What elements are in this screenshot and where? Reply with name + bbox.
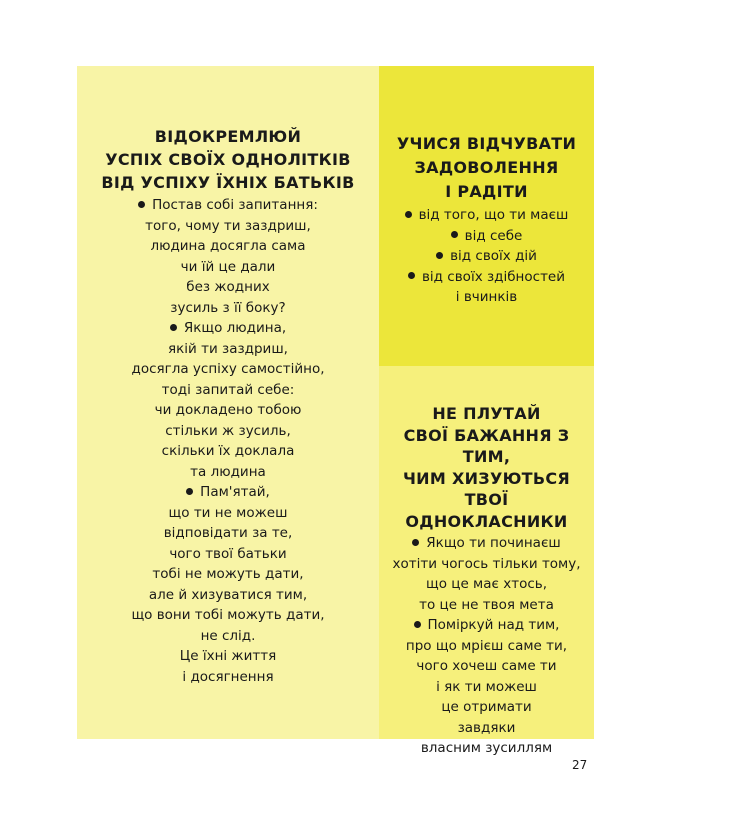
body-line-text: відповідати за те, xyxy=(163,525,293,541)
body-line-text: і досягнення xyxy=(182,668,274,685)
bullet-icon xyxy=(414,621,421,628)
left-panel xyxy=(77,66,379,739)
body-line xyxy=(77,359,379,380)
body-line-text: Це їхні життя xyxy=(179,648,277,664)
body-line xyxy=(77,564,379,585)
body-line xyxy=(77,380,379,401)
body-line-text: власним зусиллям xyxy=(420,740,553,756)
body-line xyxy=(77,298,379,319)
body-line-text: досягла успіху самостійно, xyxy=(131,361,325,377)
body-line-text: від того, що ти маєш xyxy=(418,207,569,223)
bottom-right-title-line: СВОЇ БАЖАННЯ З ТИМ, xyxy=(403,426,570,466)
body-line xyxy=(77,667,379,688)
body-line xyxy=(77,523,379,544)
body-line-text: чи докладено тобою xyxy=(154,402,302,418)
body-line xyxy=(77,421,379,442)
top-right-panel xyxy=(379,66,594,366)
body-line-text: що вони тобі можуть дати, xyxy=(131,607,325,623)
body-line xyxy=(379,677,594,698)
top-right-title-line: І РАДІТИ xyxy=(445,182,528,201)
bullet-icon xyxy=(138,201,145,208)
body-line xyxy=(77,400,379,421)
body-line-text: і як ти можеш xyxy=(436,678,537,695)
body-line-text: Якщо людина, xyxy=(183,320,287,336)
bottom-right-title-line: НЕ ПЛУТАЙ xyxy=(432,404,541,423)
body-line xyxy=(77,236,379,257)
body-line-text: та людина xyxy=(190,463,266,480)
body-line-text: стільки ж зусиль, xyxy=(165,422,291,439)
body-line xyxy=(77,646,379,667)
bullet-icon xyxy=(412,539,419,546)
body-line-text: це отримати xyxy=(441,699,532,715)
left-title-line: ВІДОКРЕМЛЮЙ xyxy=(154,127,302,146)
bullet-icon xyxy=(186,488,193,495)
body-line-text: скільки їх доклала xyxy=(161,443,295,459)
page-number: 27 xyxy=(572,758,588,772)
body-line xyxy=(379,554,594,575)
body-line xyxy=(379,267,594,288)
body-line-text: Постав собі запитання: xyxy=(152,197,318,213)
body-line-text: не слід. xyxy=(200,627,256,644)
body-line xyxy=(77,626,379,647)
body-line-text: то це не твоя мета xyxy=(419,596,554,613)
body-line xyxy=(77,544,379,565)
body-line-text: чи їй це дали xyxy=(180,258,276,275)
top-right-title-line: ЗАДОВОЛЕННЯ xyxy=(414,158,559,177)
bottom-right-panel-content xyxy=(379,403,594,759)
body-line xyxy=(379,533,594,554)
body-line xyxy=(77,257,379,278)
body-line-text: Поміркуй над тим, xyxy=(427,617,560,633)
body-line-text: і вчинків xyxy=(455,289,518,305)
body-line-text: зусиль з її боку? xyxy=(170,299,286,316)
body-line-text: але й хизуватися тим, xyxy=(148,586,308,603)
left-panel-content xyxy=(77,126,379,687)
body-line-text: від своїх дій xyxy=(450,248,537,264)
body-line-text: що це має хтось, xyxy=(426,576,547,592)
body-line xyxy=(379,226,594,247)
body-line xyxy=(77,216,379,237)
body-line xyxy=(379,205,594,226)
body-line-text: того, чому ти заздриш, xyxy=(145,217,311,234)
body-line xyxy=(379,697,594,718)
bullet-icon xyxy=(451,231,458,238)
body-line xyxy=(77,441,379,462)
bottom-right-title xyxy=(379,403,594,532)
left-title xyxy=(77,126,379,193)
body-line xyxy=(379,246,594,267)
bullet-icon xyxy=(405,211,412,218)
body-line xyxy=(77,277,379,298)
left-body xyxy=(77,195,379,687)
body-line-text: хотіти чогось тільки тому, xyxy=(392,555,581,572)
body-line xyxy=(379,574,594,595)
body-line xyxy=(77,339,379,360)
body-line-text: Пам'ятай, xyxy=(200,484,270,500)
body-line-text: тоді запитай себе: xyxy=(161,381,295,398)
bottom-right-panel xyxy=(379,366,594,756)
body-line-text: що ти не можеш xyxy=(168,504,288,521)
body-line xyxy=(379,738,594,759)
body-line xyxy=(77,503,379,524)
body-line-text: якій ти заздриш, xyxy=(168,340,288,357)
left-title-line: УСПІХ СВОЇХ ОДНОЛІТКІВ xyxy=(105,150,351,169)
body-line xyxy=(77,195,379,216)
body-line xyxy=(379,656,594,677)
bottom-right-title-line: ЧИМ ХИЗУЮТЬСЯ ТВОЇ xyxy=(402,469,571,509)
bullet-icon xyxy=(408,272,415,279)
body-line xyxy=(379,615,594,636)
body-line-text: від себе xyxy=(464,227,523,244)
bullet-icon xyxy=(436,252,443,259)
top-right-title xyxy=(379,133,594,202)
body-line-text: від своїх здібностей xyxy=(421,268,566,285)
body-line xyxy=(379,287,594,308)
bottom-right-body xyxy=(379,533,594,759)
body-line xyxy=(77,482,379,503)
body-line-text: Якщо ти починаєш xyxy=(426,535,561,551)
body-line xyxy=(77,462,379,483)
body-line xyxy=(379,718,594,739)
body-line xyxy=(379,636,594,657)
top-right-body xyxy=(379,205,594,308)
bullet-icon xyxy=(170,324,177,331)
left-title-line: ВІД УСПІХУ ЇХНІХ БАТЬКІВ xyxy=(101,173,355,192)
bottom-right-title-line: ОДНОКЛАСНИКИ xyxy=(405,512,568,531)
body-line-text: людина досягла сама xyxy=(150,238,306,254)
body-line xyxy=(77,605,379,626)
top-right-title-line: УЧИСЯ ВІДЧУВАТИ xyxy=(396,134,577,153)
body-line-text: чого хочеш саме ти xyxy=(416,658,557,674)
body-line-text: завдяки xyxy=(457,719,516,736)
body-line xyxy=(77,318,379,339)
top-right-panel-content xyxy=(379,133,594,308)
body-line-text: тобі не можуть дати, xyxy=(152,566,304,582)
body-line-text: без жодних xyxy=(186,279,270,295)
body-line xyxy=(379,595,594,616)
body-line-text: про що мрієш саме ти, xyxy=(405,637,568,654)
body-line-text: чого твої батьки xyxy=(169,545,287,562)
body-line xyxy=(77,585,379,606)
